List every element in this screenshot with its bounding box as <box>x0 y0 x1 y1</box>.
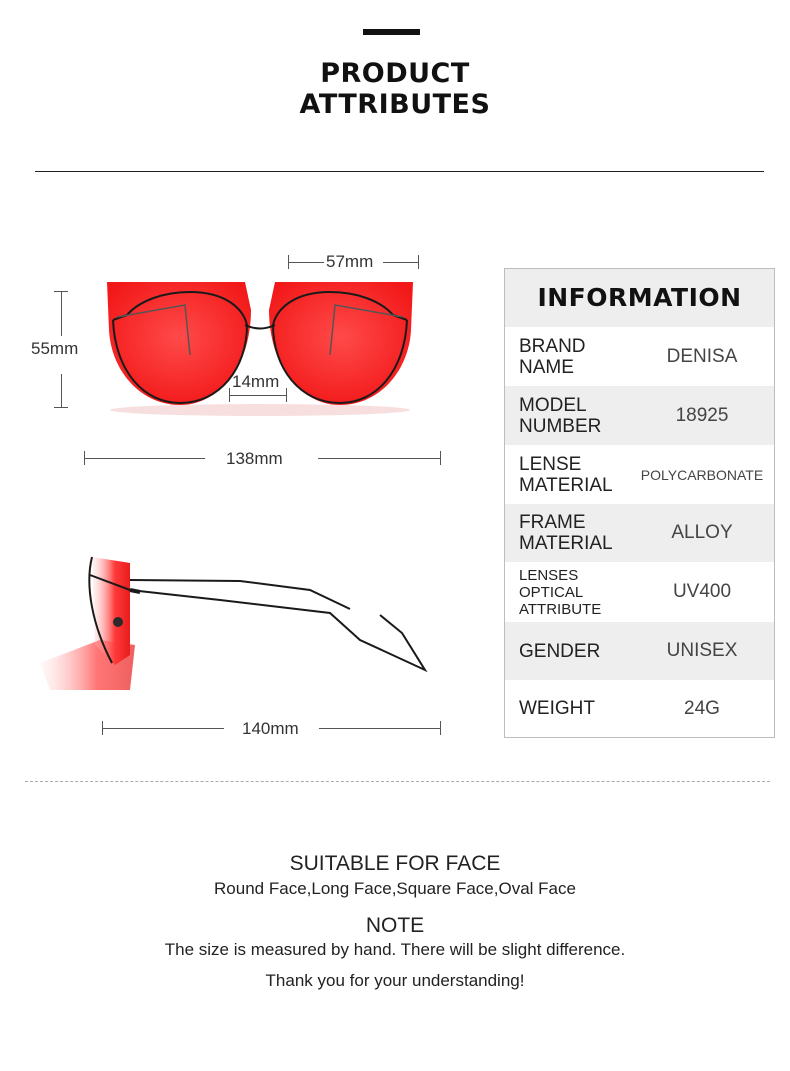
table-row <box>505 445 774 504</box>
note-line2: Thank you for your understanding! <box>265 971 525 990</box>
table-row <box>505 504 774 562</box>
dim-line <box>84 458 205 459</box>
dim-line <box>102 728 224 729</box>
lens-width-label: 57mm <box>326 252 374 271</box>
dim-tick <box>102 721 103 735</box>
dim-tick <box>440 451 441 465</box>
bridge-width-label: 14mm <box>232 372 280 391</box>
temple-length-label: 140mm <box>242 719 299 738</box>
dim-line <box>61 374 62 407</box>
row-key: FRAME MATERIAL <box>519 512 613 554</box>
header-divider <box>35 171 764 172</box>
page-title-line2: ATTRIBUTES <box>299 89 491 120</box>
row-value: 24G <box>684 697 720 719</box>
table-row <box>505 327 774 386</box>
dim-tick <box>286 388 287 402</box>
dim-tick <box>54 407 68 408</box>
row-key: MODEL NUMBER <box>519 394 602 437</box>
dim-tick <box>84 451 85 465</box>
dim-tick <box>288 255 289 269</box>
page-title-line1: PRODUCT <box>320 58 470 89</box>
suitable-heading: SUITABLE FOR FACE <box>289 852 501 875</box>
dim-line <box>229 395 287 396</box>
note-line1: The size is measured by hand. There will be slight difference. <box>164 940 626 959</box>
row-key: LENSE MATERIAL <box>519 453 613 496</box>
table-row <box>505 622 774 680</box>
row-value: DENISA <box>666 345 738 367</box>
lens-height-label: 55mm <box>31 339 79 358</box>
row-key: WEIGHT <box>519 698 595 719</box>
dim-tick <box>418 255 419 269</box>
row-value: 18925 <box>675 404 729 426</box>
glasses-side-illustration <box>30 545 440 705</box>
row-value: UV400 <box>672 581 732 602</box>
suitable-faces: Round Face,Long Face,Square Face,Oval Face <box>214 879 576 898</box>
glasses-front-illustration <box>95 270 425 420</box>
information-heading: INFORMATION <box>505 269 774 327</box>
row-value: POLYCARBONATE <box>640 466 764 483</box>
information-table <box>504 268 775 738</box>
dim-line <box>61 291 62 336</box>
table-row <box>505 386 774 445</box>
row-key: GENDER <box>519 640 601 662</box>
table-row <box>505 680 774 737</box>
row-value: ALLOY <box>671 522 733 543</box>
row-key: LENSES OPTICAL ATTRIBUTE <box>519 566 602 618</box>
dim-line <box>319 728 441 729</box>
dim-line <box>318 458 441 459</box>
header-accent-bar <box>363 29 420 35</box>
section-divider <box>25 781 770 782</box>
dim-line <box>383 262 419 263</box>
dim-tick <box>440 721 441 735</box>
table-row <box>505 562 774 622</box>
note-heading: NOTE <box>365 914 425 937</box>
frame-width-label: 138mm <box>226 449 283 468</box>
dim-line <box>288 262 324 263</box>
dim-tick <box>229 388 230 402</box>
row-key: BRAND NAME <box>519 335 586 378</box>
row-value: UNISEX <box>666 640 738 661</box>
